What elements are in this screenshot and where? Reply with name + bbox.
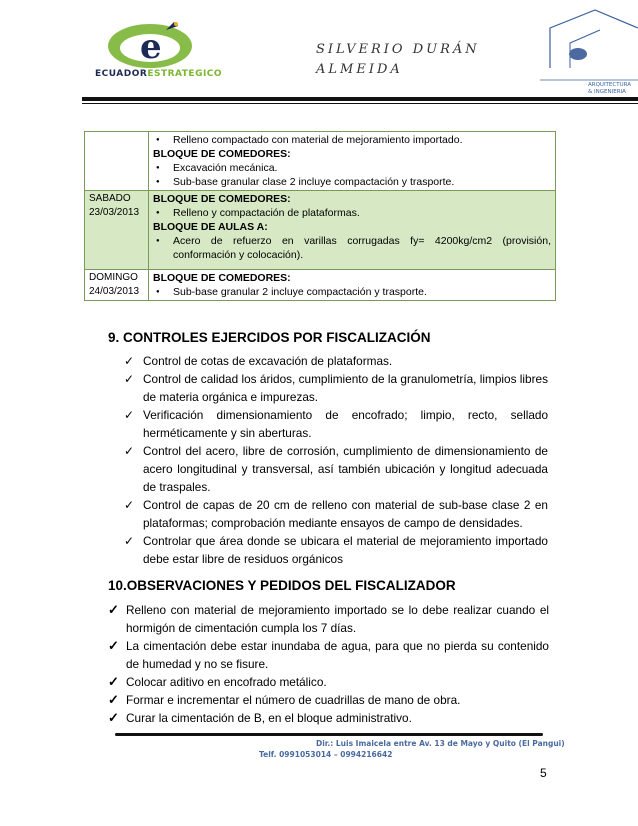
check-icon: ✓ (124, 498, 135, 512)
list-item: ● Acero de refuerzo en varillas corrugadas fy= 4200kg/cm2 (provisión, conformación y colocación). (153, 234, 551, 262)
table-row (85, 191, 556, 270)
day-label: SABADO (89, 193, 131, 204)
logo-text-estrategico: ESTRATEGICO (147, 69, 223, 79)
list-item (124, 370, 548, 406)
section-9-title: 9. CONTROLES EJERCIDOS POR FISCALIZACIÓN (108, 330, 431, 345)
list-item (124, 442, 548, 496)
check-icon: ✓ (124, 372, 135, 386)
list-item-text: Control de calidad los áridos, cumplimiento de la granulometría, limpios libres de materia orgánica e impurezas. (143, 372, 548, 404)
date-label: 23/03/2013 (89, 207, 140, 218)
table-row (85, 270, 556, 301)
block-heading: BLOQUE DE COMEDORES: (153, 272, 291, 284)
footer-phone: Telf. 0991053014 – 0994216642 (259, 750, 393, 759)
section-9-list (124, 352, 548, 568)
check-icon: ✓ (124, 354, 135, 368)
activity-table (84, 131, 556, 301)
list-item (124, 532, 548, 568)
list-item (108, 673, 549, 691)
check-icon: ✓ (124, 444, 135, 458)
logo-wordmark (95, 69, 222, 79)
page-number: 5 (540, 766, 547, 780)
list-item (108, 709, 549, 727)
list-item-text: Formar e incrementar el número de cuadrillas de mano de obra. (126, 693, 461, 707)
list-item-text: Relleno con material de mejoramiento importado se lo debe realizar cuando el hormigón de cimentación cumpla los 7 días. (126, 603, 549, 635)
check-icon: ✓ (124, 534, 135, 548)
header-divider (82, 97, 638, 101)
day-label: DOMINGO (89, 272, 138, 283)
section-10-list (108, 601, 549, 727)
logo-text-ecuador: ECUADOR (95, 69, 148, 79)
svg-text:e: e (140, 27, 162, 67)
list-item (108, 601, 549, 637)
header-divider-thin (82, 103, 638, 104)
table-date-cell (85, 270, 149, 301)
list-item (124, 496, 548, 532)
list-item (108, 691, 549, 709)
footer-divider (115, 733, 543, 736)
check-icon: ✓ (108, 710, 119, 725)
list-item (124, 352, 548, 370)
table-row (85, 132, 556, 191)
list-item-text: Curar la cimentación de B, en el bloque administrativo. (126, 711, 412, 725)
table-activity-cell (149, 270, 556, 301)
list-item: ● Excavación mecánica. (153, 161, 551, 175)
list-item-text: Control de cotas de excavación de plataformas. (143, 354, 393, 368)
list-item (124, 406, 548, 442)
check-icon: ✓ (108, 638, 119, 653)
table-activity-cell (149, 191, 556, 270)
list-item-text: La cimentación debe estar inundaba de agua, para que no pierda su contenido de humedad y no se fisure. (126, 639, 549, 671)
architecture-logo-line1: ARQUITECTURA (588, 82, 631, 88)
block-heading: BLOQUE DE COMEDORES: (153, 148, 291, 160)
check-icon: ✓ (108, 674, 119, 689)
list-item (108, 637, 549, 673)
signature-line1: SILVERIO DURÁN (316, 42, 480, 57)
check-icon: ✓ (124, 408, 135, 422)
table-date-cell (85, 191, 149, 270)
list-item-text: Controlar que área donde se ubicara el material de mejoramiento importado debe estar libre de residuos orgánicos (143, 534, 548, 566)
list-item-text: Colocar aditivo en encofrado metálico. (126, 675, 327, 689)
signature-line2: ALMEIDA (316, 62, 403, 77)
list-item-text: Control del acero, libre de corrosión, cumplimiento de dimensionamiento de acero longitudinal y transversal, así también ubicación y longitud adecuada de traspales. (143, 444, 548, 494)
list-item: ● Sub-base granular clase 2 incluye compactación y trasporte. (153, 175, 551, 189)
check-icon: ✓ (108, 692, 119, 707)
block-heading: BLOQUE DE COMEDORES: (153, 193, 291, 205)
list-item: ● Relleno compactado con material de mejoramiento importado. (153, 133, 551, 147)
list-item-text: Verificación dimensionamiento de encofrado; limpio, recto, sellado herméticamente y sin aberturas. (143, 408, 548, 440)
architecture-logo-line2: & INGENIERIA (588, 89, 626, 95)
list-item: ● Relleno y compactación de plataformas. (153, 206, 551, 220)
date-label: 24/03/2013 (89, 286, 140, 297)
architecture-logo-text (588, 82, 631, 96)
section-10-title: 10.OBSERVACIONES Y PEDIDOS DEL FISCALIZADOR (108, 578, 456, 593)
table-activity-cell (149, 132, 556, 191)
signature (316, 40, 480, 80)
block-heading: BLOQUE DE AULAS A: (153, 221, 268, 233)
list-item: ● Sub-base granular 2 incluye compactación y trasporte. (153, 285, 551, 299)
check-icon: ✓ (108, 602, 119, 617)
list-item-text: Control de capas de 20 cm de relleno con material de sub-base clase 2 en plataformas; comprobación mediante ensayos de campo de densidades. (143, 498, 548, 530)
footer-address: Dir.: Luis Imaicela entre Av. 13 de Mayo y Quito (El Pangui) (316, 739, 565, 748)
table-date-cell (85, 132, 149, 191)
